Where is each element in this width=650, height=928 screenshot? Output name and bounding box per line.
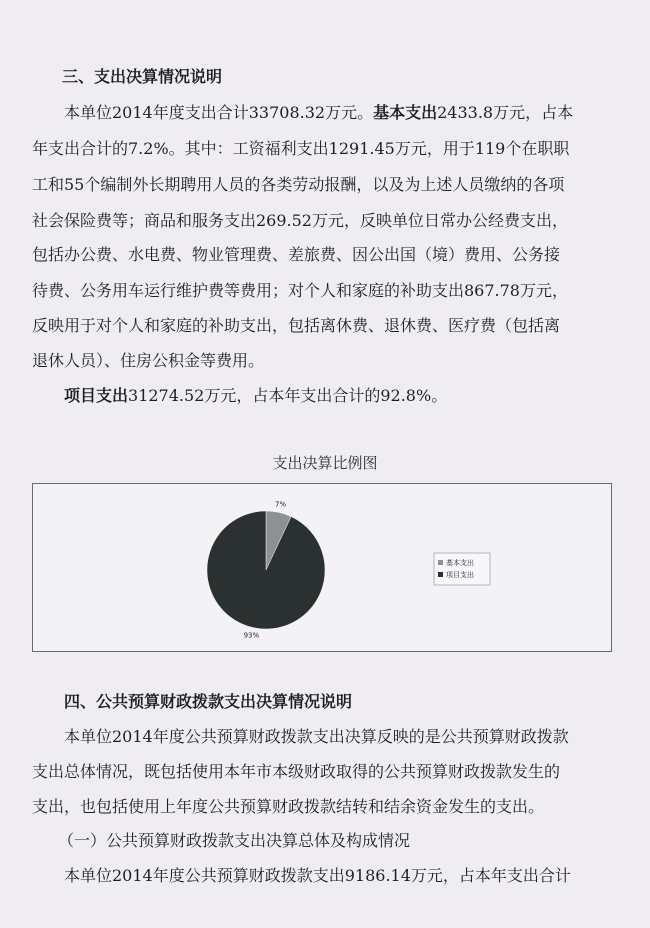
section-3-para-1-line-1 [64, 103, 650, 123]
text-span: 2433.8万元，占本 [437, 103, 574, 122]
section-4-para-1-line-3: 支出，也包括使用上年度公共预算财政拨款结转和结余资金发生的支出。 [32, 797, 545, 816]
bold-term-project-expenditure: 项目支出 [64, 386, 129, 405]
section-3-heading: 三、支出决算情况说明 [62, 67, 223, 86]
legend-swatch-0 [438, 560, 443, 565]
section-4-heading: 四、公共预算财政拨款支出决算情况说明 [64, 692, 353, 711]
section-3-para-1-line-5: 包括办公费、水电费、物业管理费、差旅费、因公出国（境）费用、公务接 [32, 245, 561, 264]
section-3-para-1-line-3: 工和55个编制外长期聘用人员的各类劳动报酬，以及为上述人员缴纳的各项 [32, 175, 565, 194]
legend-swatch-1 [438, 572, 443, 577]
section-4-subheading-1: （一）公共预算财政拨款支出决算总体及构成情况 [58, 831, 411, 850]
pie-chart [33, 484, 611, 651]
section-3-para-1-line-6: 待费、公务用车运行维护费等费用；对个人和家庭的补助支出867.78万元， [32, 281, 568, 300]
section-4-para-1-line-2: 支出总体情况，既包括使用本年市本级财政取得的公共预算财政拨款发生的 [32, 762, 561, 781]
text-span: 本单位2014年度支出合计33708.32万元。 [64, 103, 374, 122]
section-3-para-1-line-2: 年支出合计的7.2%。其中：工资福利支出1291.45万元，用于119个在职职 [32, 139, 570, 158]
section-4-para-1-line-1: 本单位2014年度公共预算财政拨款支出决算反映的是公共预算财政拨款 [64, 727, 569, 746]
bold-term-basic-expenditure: 基本支出 [373, 103, 438, 122]
pie-slices [207, 511, 325, 629]
pie-slice-1 [207, 511, 325, 629]
text-span: 31274.52万元，占本年支出合计的92.8%。 [128, 386, 448, 405]
pie-label-0: 7% [275, 500, 287, 509]
legend [434, 553, 490, 585]
pie-label-1: 93% [243, 631, 260, 640]
legend-box [434, 553, 490, 585]
legend-label-0: 基本支出 [446, 559, 474, 567]
section-3-para-1-line-4: 社会保险费等；商品和服务支出269.52万元，反映单位日常办公经费支出， [32, 211, 568, 230]
legend-label-1: 项目支出 [446, 571, 474, 579]
chart-title: 支出决算比例图 [272, 454, 378, 472]
section-3-para-2 [64, 386, 650, 406]
pie-chart-frame [32, 483, 612, 652]
section-3-para-1-line-8: 退休人员）、住房公积金等费用。 [32, 351, 265, 370]
section-3-para-1-line-7: 反映用于对个人和家庭的补助支出，包括离休费、退休费、医疗费（包括离 [32, 316, 561, 335]
section-4-para-2-line-1: 本单位2014年度公共预算财政拨款支出9186.14万元，占本年支出合计 [64, 866, 571, 885]
